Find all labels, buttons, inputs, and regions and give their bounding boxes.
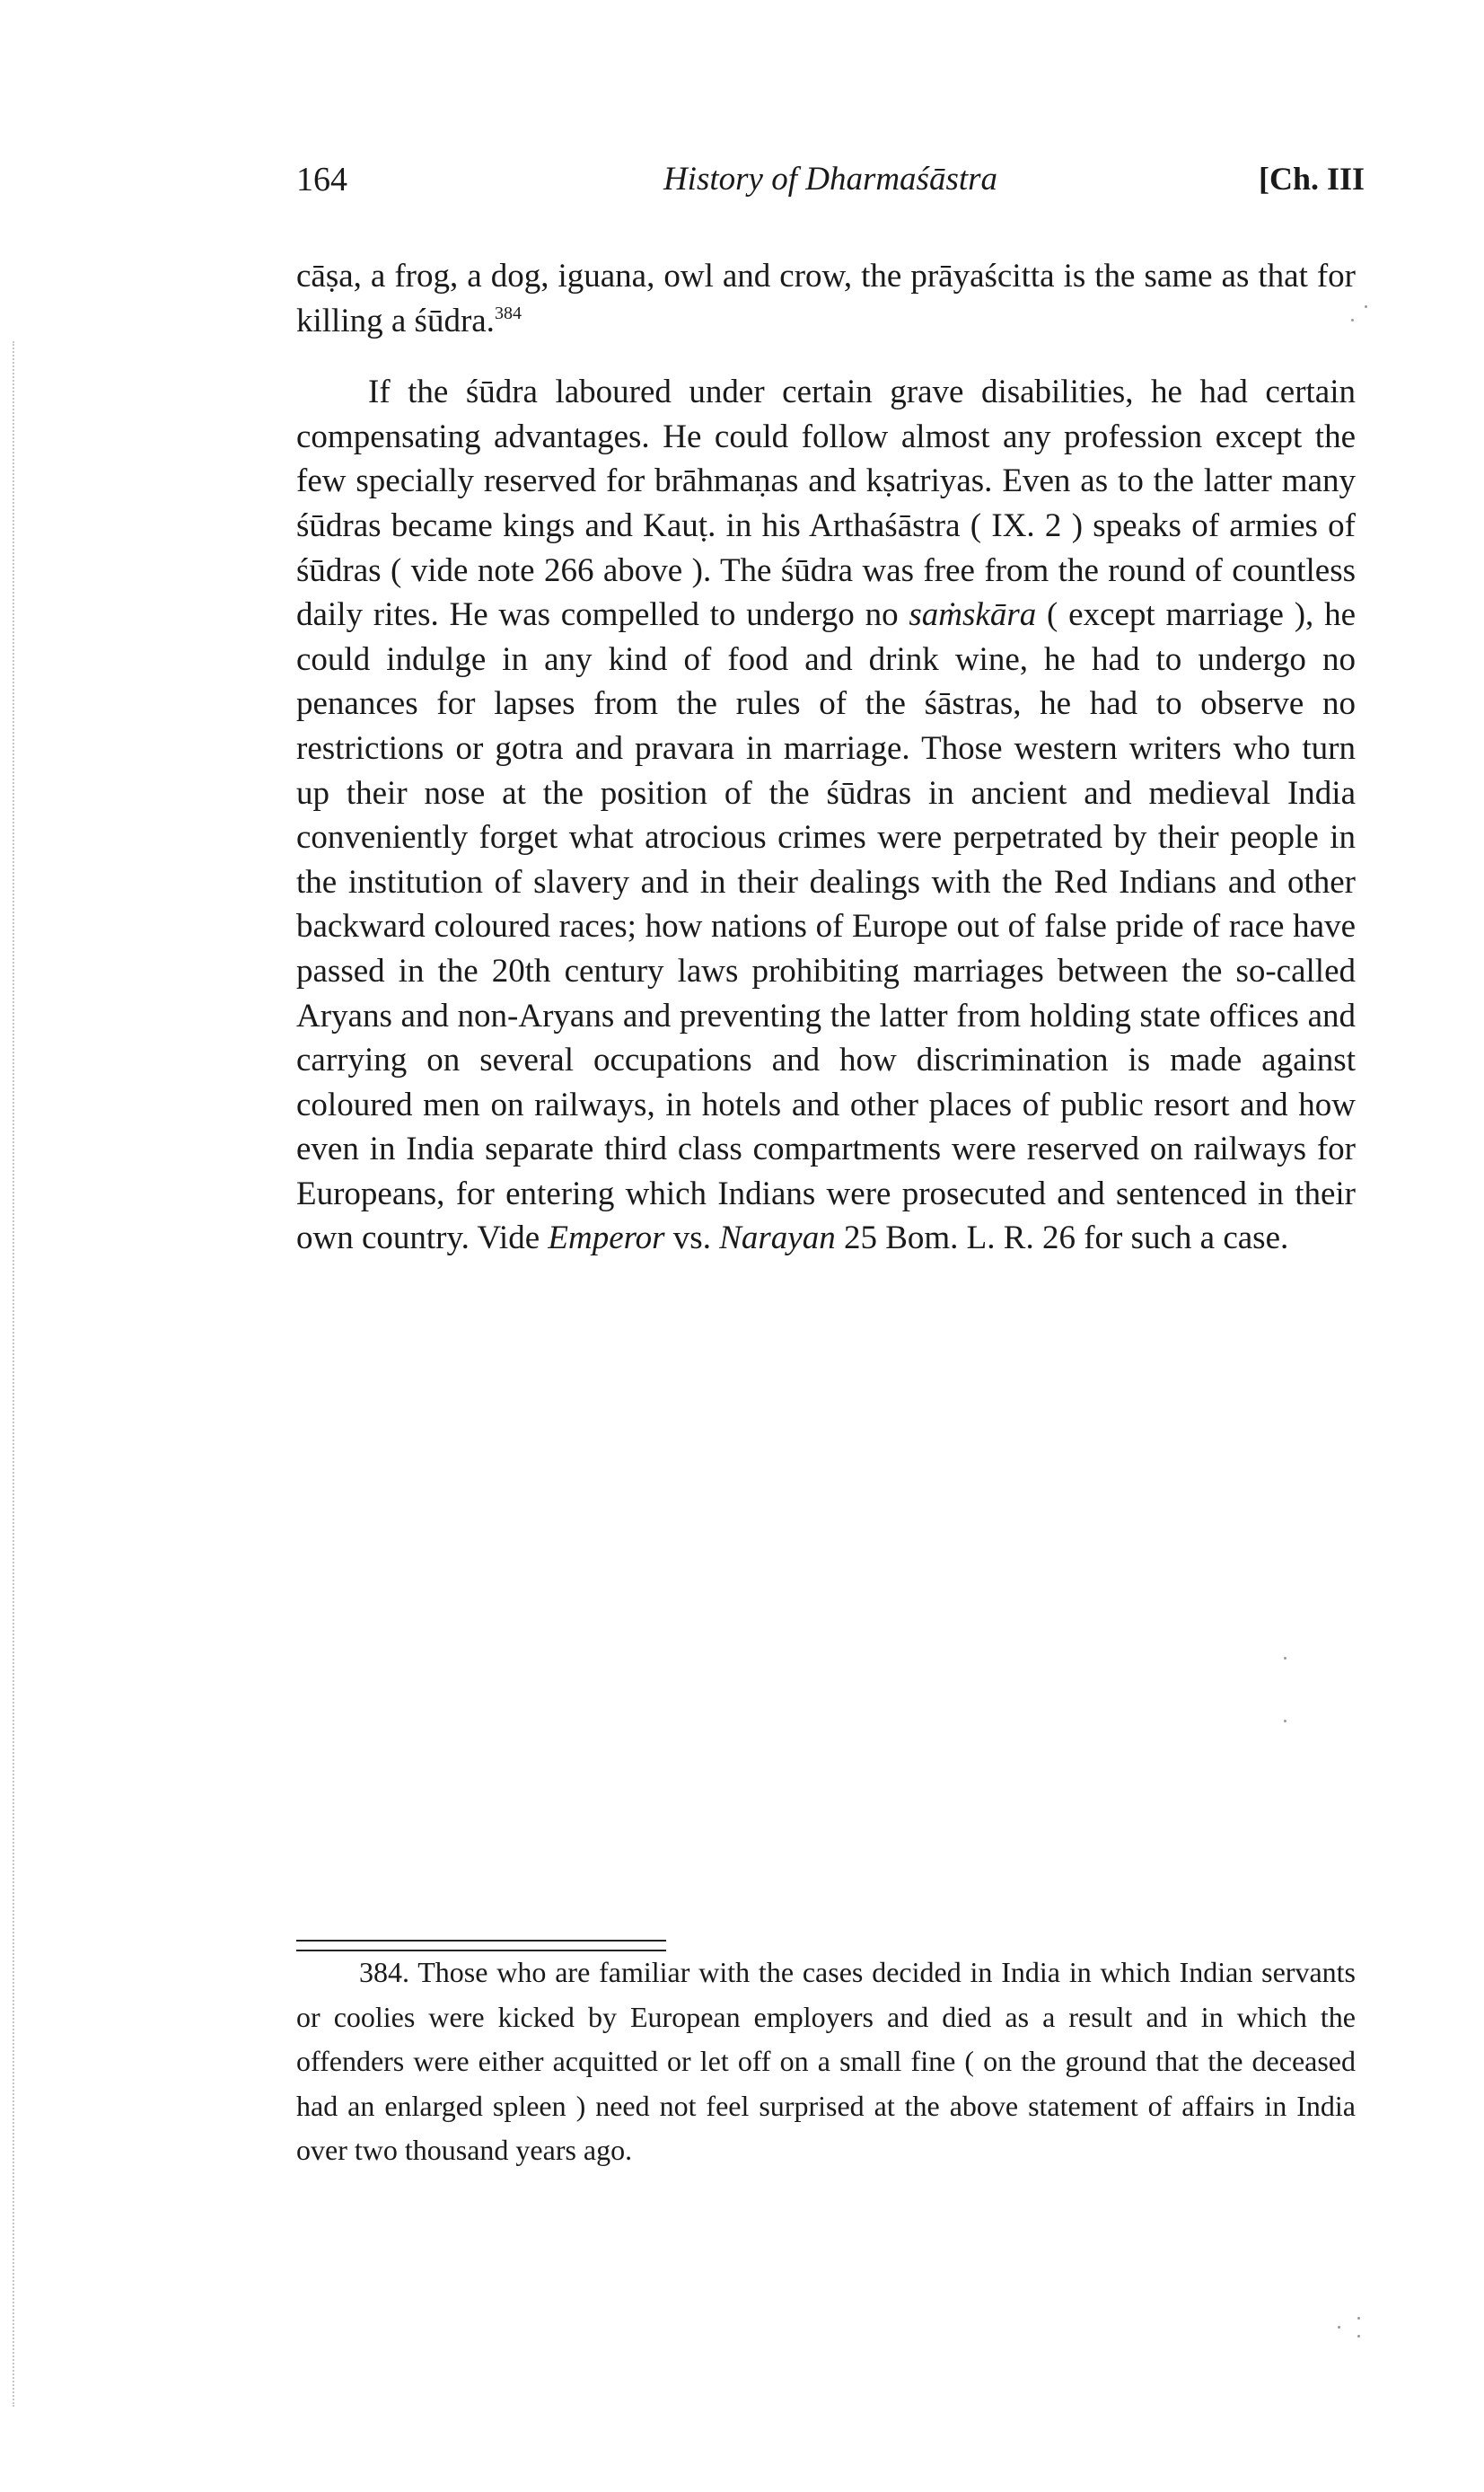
running-head	[296, 160, 1365, 214]
scan-edge-dots	[13, 341, 16, 2407]
case-name-narayan: Narayan	[719, 1220, 836, 1257]
scan-speck	[1357, 2335, 1360, 2338]
paragraph-text-part1: If the śūdra laboured under certain grave disabilities, he had certain compensating advantages. He could follow almost any profession except the few specially reserved for brāhmaṇas and kṣatriyas. Even as to the latter many śūdras became kings and Kauṭ. in his Arthaśāstra ( IX. 2 ) speaks of armies of śūdras ( vide note 266 above ). The śūdra was free from the round of countless daily rites. He was compelled to undergo no	[296, 374, 1356, 634]
footnote-number: 384.	[359, 1956, 409, 1988]
paragraph-text-part3: 25 Bom. L. R. 26 for such a case.	[843, 1220, 1289, 1257]
footnote-marker: 384	[494, 303, 522, 323]
footnote-rule-line-1	[296, 1940, 666, 1942]
scan-speck	[1357, 2317, 1360, 2320]
case-name-emperor: Emperor	[548, 1220, 665, 1257]
footnote-384	[296, 1950, 1356, 2173]
footnote-text: Those who are familiar with the cases decided in India in which Indian servants or coolies were kicked by European employers and died as a result and in which the offenders were either acquitted or let off on a small fine ( on the ground that the deceased had an enlarged spleen ) need not feel surprised at the above statement of affairs in India over two thousand years ago.	[296, 1956, 1357, 2166]
term-samskara: saṁskāra	[909, 596, 1037, 634]
chapter-reference: [Ch. III	[1258, 161, 1365, 197]
case-vs: vs.	[672, 1220, 711, 1257]
continued-paragraph-text: cāṣa, a frog, a dog, iguana, owl and crow, the prāyaścitta is the same as that for killing a śūdra.	[296, 258, 1356, 339]
page-number: 164	[296, 161, 347, 198]
running-title: History of Dharmaśāstra	[663, 161, 998, 198]
footnote-paragraph	[296, 1950, 1356, 2173]
scan-speck	[1284, 1657, 1286, 1660]
paragraph-text-part2: ( except marriage ), he could indulge in any kind of food and drink wine, he had to undergo no penances for lapses from the rules of the śāstras, he had to observe no restrictions or gotra and pravara in marriage. Those western writers who turn up their nose at the position of the śūdras in ancient and medieval India conveniently forget what atrocious crimes were perpetrated by their people in the institution of slavery and in their dealings with the Red Indians and other backward coloured races; how nations of Europe out of false pride of race have passed in the 20th century laws prohibiting marriages between the so-called Aryans and non-Aryans and preventing the latter from holding state offices and carrying on several occupations and how discrimination is made against coloured men on railways, in hotels and other places of public resort and how even in India separate third class compartments were reserved on railways for Europeans, for entering which Indians were prosecuted and sentenced in their own country. Vide	[296, 596, 1357, 1257]
scan-speck	[1284, 1720, 1286, 1722]
scan-speck	[1351, 319, 1354, 321]
main-text	[296, 254, 1356, 1261]
scan-speck	[1338, 2326, 1340, 2329]
continued-paragraph	[296, 254, 1356, 343]
scan-speck	[1365, 305, 1367, 308]
paragraph-sudra-advantages	[296, 370, 1356, 1261]
